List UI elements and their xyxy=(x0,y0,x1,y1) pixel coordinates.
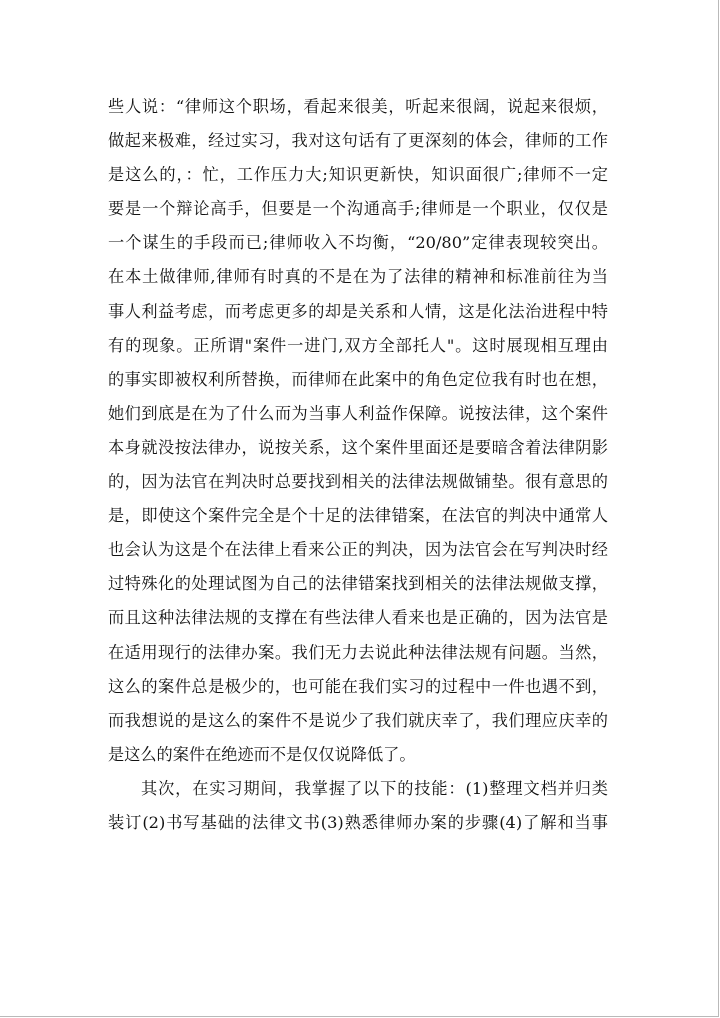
document-body xyxy=(108,90,608,840)
text-line: 她们到底是在为了什么而为当事人利益作保障。说按法律，这个案件 xyxy=(108,403,608,423)
text-line: 的，因为法官在判决时总要找到相关的法律法规做铺垫。很有意思的 xyxy=(108,472,608,492)
text-line: 过特殊化的处理试图为自己的法律错案找到相关的法律法规做支撑， xyxy=(108,574,608,594)
text-line: 事人利益考虑，而考虑更多的却是关系和人情，这是化法治进程中特 xyxy=(108,301,608,321)
text-line: 而我想说的是这么的案件不是说少了我们就庆幸了，我们理应庆幸的 xyxy=(108,710,608,730)
text-line: 也会认为这是个在法律上看来公正的判决，因为法官会在写判决时经 xyxy=(108,540,608,560)
paragraph-1 xyxy=(108,90,608,772)
text-line: 的事实即被权利所替换，而律师在此案中的角色定位我有时也在想， xyxy=(108,369,608,389)
text-line: 是这么的，：忙，工作压力大;知识更新快，知识面很广;律师不一定 xyxy=(108,165,608,185)
text-line: 本身就没按法律办，说按关系，这个案件里面还是要暗含着法律阴影 xyxy=(108,437,608,457)
text-line: 一个谋生的手段而已;律师收入不均衡，“20/80”定律表现较突出。 xyxy=(108,233,608,253)
paragraph-2 xyxy=(108,772,608,840)
text-line: 要是一个辩论高手，但要是一个沟通高手;律师是一个职业，仅仅是 xyxy=(108,199,608,219)
text-line: 有的现象。正所谓"案件一进门,双方全部托人"。这时展现相互理由 xyxy=(108,335,608,355)
text-line: 这么的案件总是极少的，也可能在我们实习的过程中一件也遇不到， xyxy=(108,676,608,696)
text-line: 其次，在实习期间，我掌握了以下的技能：(1)整理文档并归类 xyxy=(141,778,608,798)
text-line: 做起来极难，经过实习，我对这句话有了更深刻的体会，律师的工作 xyxy=(108,131,608,151)
text-line: 在本土做律师,律师有时真的不是在为了法律的精神和标准前往为当 xyxy=(108,267,608,287)
text-line: 而且这种法律法规的支撑在有些法律人看来也是正确的，因为法官是 xyxy=(108,608,608,628)
text-line: 在适用现行的法律办案。我们无力去说此种法律法规有问题。当然， xyxy=(108,642,608,662)
text-line: 是这么的案件在绝迹而不是仅仅说降低了。 xyxy=(108,744,416,764)
text-line: 是，即使这个案件完全是个十足的法律错案，在法官的判决中通常人 xyxy=(108,506,608,526)
text-line: 些人说：“律师这个职场，看起来很美，听起来很阔，说起来很烦， xyxy=(108,97,608,116)
text-line: 装订(2)书写基础的法律文书(3)熟悉律师办案的步骤(4)了解和当事 xyxy=(108,812,608,832)
